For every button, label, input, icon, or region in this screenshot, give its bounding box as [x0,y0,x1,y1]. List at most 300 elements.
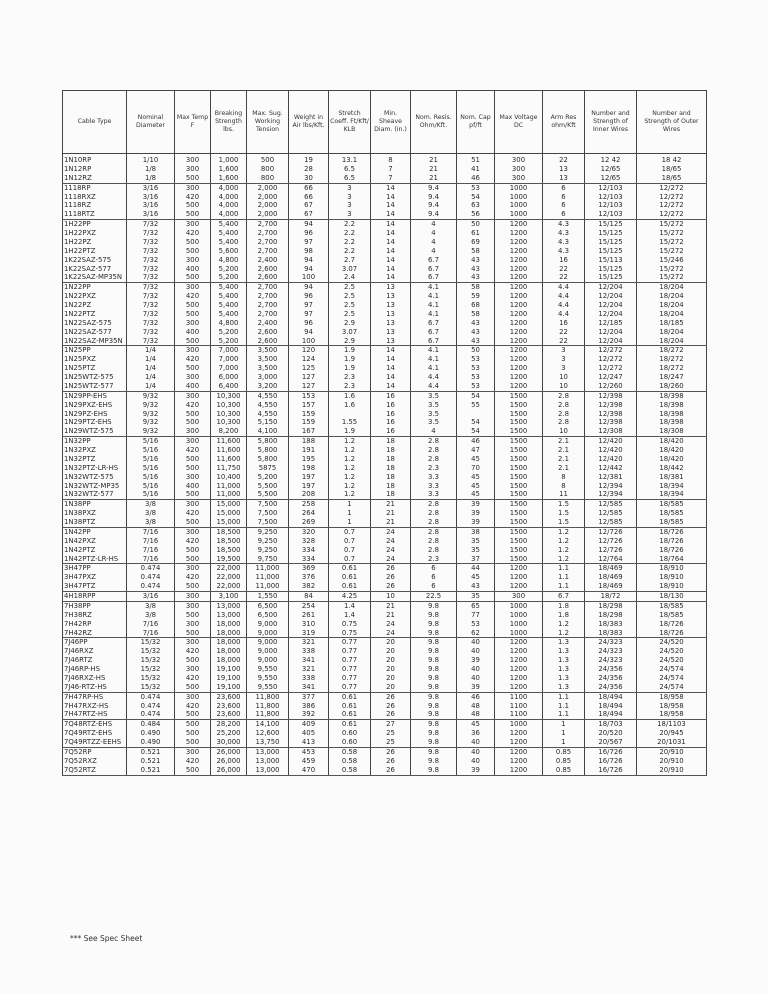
table-cell: 12/204 [585,328,637,337]
table-cell: 62 [457,629,495,638]
table-cell: 1,000 [211,154,247,165]
table-cell: 22 [543,273,585,282]
table-cell: 0.7 [329,555,371,564]
table-cell: 6 [411,573,457,582]
table-cell: 0.7 [329,527,371,536]
table-cell: 18/1103 [637,720,707,729]
table-cell: 2,000 [247,193,289,202]
table-cell: 1200 [495,766,543,775]
table-row [63,638,707,647]
table-cell: 2.2 [329,238,371,247]
table-cell: 18/585 [637,509,707,518]
table-cell: 18/398 [637,410,707,419]
table-cell: 12/204 [585,310,637,319]
table-cell: 12/398 [585,418,637,427]
table-row [63,527,707,536]
table-cell: 14 [371,210,411,219]
table-cell: 800 [247,165,289,174]
table-cell: 54 [457,193,495,202]
table-cell: 159 [289,418,329,427]
table-cell: 46 [457,174,495,183]
table-cell: 43 [457,256,495,265]
table-cell: 14 [371,220,411,229]
table-cell: 18/394 [637,490,707,499]
table-cell: 9,750 [247,555,289,564]
cable-type-cell: 1N25WTZ-575 [63,373,127,382]
table-cell: 9.8 [411,757,457,766]
table-cell: 5/16 [127,490,175,499]
table-cell: 2.1 [543,437,585,446]
table-cell: 18/442 [637,464,707,473]
table-cell: 9,250 [247,527,289,536]
table-row [63,692,707,701]
table-cell: 0.61 [329,710,371,719]
table-cell: 254 [289,601,329,610]
table-cell: 4 [411,220,457,229]
table-cell: 2.8 [411,455,457,464]
table-cell: 1.3 [543,674,585,683]
table-cell: 120 [289,346,329,355]
table-row [63,473,707,482]
table-cell: 1 [543,720,585,729]
table-cell: 66 [289,193,329,202]
table-cell: 12/308 [585,427,637,436]
cable-type-cell: 1N38PP [63,500,127,509]
table-cell: 53 [457,355,495,364]
table-cell: 12/726 [585,537,637,546]
table-cell: 7/32 [127,310,175,319]
table-cell: 15/32 [127,665,175,674]
table-cell: 4.4 [543,310,585,319]
table-cell: 3/8 [127,509,175,518]
table-cell: 18/469 [585,564,637,573]
table-row [63,238,707,247]
table-cell: 18/130 [637,592,707,602]
table-row [63,382,707,391]
table-cell: 334 [289,546,329,555]
table-cell: 5,400 [211,283,247,292]
table-cell: 3/16 [127,210,175,219]
table-cell: 4 [411,229,457,238]
cable-type-cell: 7H47RTZ-HS [63,710,127,719]
table-cell: 43 [457,273,495,282]
table-cell: 48 [457,710,495,719]
table-cell: 15/125 [585,265,637,274]
table-cell: 39 [457,766,495,775]
cable-type-cell: 1N29WTZ-575 [63,427,127,436]
table-cell: 2,000 [247,210,289,219]
table-row [63,201,707,210]
table-cell: 400 [175,482,211,491]
table-cell: 13 [371,319,411,328]
table-cell: 16 [371,401,411,410]
table-cell: 5,400 [211,220,247,229]
table-cell: 18/958 [637,710,707,719]
table-cell: 6 [543,193,585,202]
table-cell: 5,800 [247,455,289,464]
table-row [63,518,707,527]
table-cell: 1 [329,500,371,509]
cable-type-cell: 7H42RP [63,620,127,629]
table-cell: 1.6 [329,391,371,400]
table-cell: 5,400 [211,238,247,247]
table-cell: 6 [543,201,585,210]
table-cell: 2.2 [329,220,371,229]
table-row [63,683,707,692]
table-cell: 9,550 [247,665,289,674]
table-row [63,346,707,355]
table-cell: 7/16 [127,555,175,564]
table-cell: 300 [175,747,211,756]
table-cell: 1.3 [543,683,585,692]
table-cell: 15/125 [585,273,637,282]
table-cell: 23,600 [211,692,247,701]
table-cell: 5/16 [127,482,175,491]
table-cell: 2.8 [411,546,457,555]
table-cell: 4,800 [211,319,247,328]
table-cell: 321 [289,665,329,674]
table-cell: 386 [289,702,329,711]
table-cell: 18,000 [211,638,247,647]
table-cell: 18/383 [585,620,637,629]
cable-type-cell: 1H22PTZ [63,247,127,256]
table-cell: 4.1 [411,310,457,319]
table-cell: 300 [175,346,211,355]
cable-type-cell: 7Q49RTZZ-EEHS [63,738,127,747]
table-cell: 4.1 [411,283,457,292]
table-cell: 7/16 [127,620,175,629]
table-cell: 67 [289,210,329,219]
table-cell: 6 [543,210,585,219]
table-cell: 10 [543,427,585,436]
table-cell: 2.8 [411,446,457,455]
table-cell: 12/726 [585,527,637,536]
table-cell: 3,200 [247,382,289,391]
table-cell: 1500 [495,391,543,400]
table-cell: 61 [457,229,495,238]
table-cell: 50 [457,220,495,229]
table-cell: 319 [289,629,329,638]
table-cell: 1100 [495,710,543,719]
table-cell: 1.2 [329,464,371,473]
table-cell: 18 [371,473,411,482]
table-row [63,611,707,620]
table-row [63,210,707,219]
table-cell: 1200 [495,328,543,337]
table-cell: 1200 [495,256,543,265]
table-cell: 6.7 [411,273,457,282]
table-cell: 6.7 [411,256,457,265]
table-cell: 18,000 [211,656,247,665]
table-cell: 94 [289,256,329,265]
table-cell: 24 [371,527,411,536]
table-cell: 35 [457,537,495,546]
table-cell: 18 [371,455,411,464]
table-cell: 1500 [495,455,543,464]
table-row [63,500,707,509]
table-cell: 2.8 [411,537,457,546]
table-cell: 12/394 [585,482,637,491]
table-cell: 5,400 [211,229,247,238]
cable-type-cell: 1N22PZ [63,301,127,310]
table-cell: 1500 [495,546,543,555]
table-cell: 46 [457,692,495,701]
table-row [63,710,707,719]
table-cell: 300 [175,601,211,610]
table-cell: 13 [543,165,585,174]
table-cell: 14 [371,193,411,202]
table-cell: 1.9 [329,346,371,355]
table-cell: 124 [289,355,329,364]
table-cell: 1.2 [543,620,585,629]
table-row [63,174,707,183]
table-cell: 7/32 [127,292,175,301]
table-cell: 4,000 [211,210,247,219]
table-cell: 2,400 [247,319,289,328]
cable-type-cell: 1H22PP [63,220,127,229]
table-cell: 18/910 [637,564,707,573]
table-cell: 1500 [495,500,543,509]
table-cell: 2,600 [247,265,289,274]
table-cell: 1100 [495,702,543,711]
table-cell: 500 [175,364,211,373]
table-row [63,273,707,282]
table-cell: 2.8 [411,527,457,536]
table-cell: 12/204 [585,283,637,292]
table-cell: 18/204 [637,310,707,319]
table-cell: 15/272 [637,265,707,274]
table-cell: 15/272 [637,238,707,247]
cable-type-cell: 7H47RXZ-HS [63,702,127,711]
table-cell: 10 [543,382,585,391]
table-cell: 300 [495,174,543,183]
table-cell: 12/585 [585,500,637,509]
table-cell: 1200 [495,292,543,301]
table-cell: 5,200 [211,273,247,282]
cable-type-cell: 7J46RTZ [63,656,127,665]
table-cell: 1200 [495,220,543,229]
table-cell: 3,000 [247,373,289,382]
table-cell: 24/520 [637,647,707,656]
table-cell: 0.7 [329,546,371,555]
table-cell: 30,000 [211,738,247,747]
table-cell: 1.2 [329,455,371,464]
table-cell: 6 [411,582,457,591]
table-cell: 24 [371,546,411,555]
table-cell: 2,000 [247,183,289,192]
table-cell: 25 [371,738,411,747]
cable-type-cell: 1118RP [63,183,127,192]
table-cell: 16 [543,319,585,328]
table-cell: 21 [371,601,411,610]
table-cell: 58 [457,247,495,256]
cable-type-cell: 1N29PXZ-EHS [63,401,127,410]
table-cell: 18 [371,446,411,455]
table-cell: 0.77 [329,683,371,692]
table-cell: 94 [289,220,329,229]
table-cell: 3 [543,364,585,373]
cable-type-cell: 1K22SAZ-MP35N [63,273,127,282]
table-row [63,328,707,337]
table-cell: 15/32 [127,683,175,692]
table-cell: 47 [457,446,495,455]
table-cell: 21 [371,509,411,518]
table-row [63,373,707,382]
table-cell: 69 [457,238,495,247]
cable-type-cell: 1N10RP [63,154,127,165]
table-cell: 11,000 [211,482,247,491]
table-cell: 12/272 [585,355,637,364]
cable-type-cell: 1N32PTZ [63,455,127,464]
table-cell: 300 [175,256,211,265]
table-cell: 24 [371,629,411,638]
table-cell: 9,550 [247,683,289,692]
table-cell: 2.8 [543,401,585,410]
table-cell: 18/204 [637,337,707,346]
table-cell: 4.3 [543,229,585,238]
table-cell: 500 [175,490,211,499]
table-cell: 7/32 [127,247,175,256]
table-cell: 18/72 [585,592,637,602]
table-cell: 16/726 [585,766,637,775]
table-cell: 18/383 [585,629,637,638]
cable-type-cell: 1N22SAZ-575 [63,319,127,328]
table-row [63,446,707,455]
table-cell: 14 [371,382,411,391]
table-cell: 3,500 [247,346,289,355]
table-cell: 1.5 [543,518,585,527]
table-cell: 54 [457,391,495,400]
table-cell: 420 [175,757,211,766]
table-cell: 18/65 [637,174,707,183]
table-cell: 53 [457,373,495,382]
table-cell: 500 [175,656,211,665]
table-cell: 1.2 [329,473,371,482]
table-cell: 24/520 [637,656,707,665]
table-cell: 0.521 [127,766,175,775]
table-cell: 6.5 [329,165,371,174]
table-cell: 5,500 [247,490,289,499]
table-cell: 9.8 [411,601,457,610]
table-cell: 400 [175,328,211,337]
table-cell: 1200 [495,564,543,573]
table-cell: 24/574 [637,665,707,674]
table-row [63,247,707,256]
table-cell: 22,000 [211,564,247,573]
table-cell: 12/185 [585,319,637,328]
table-cell: 3,500 [247,364,289,373]
table-cell: 1500 [495,437,543,446]
table-cell: 97 [289,238,329,247]
table-cell: 2.5 [329,310,371,319]
table-cell: 43 [457,265,495,274]
table-cell: 9.8 [411,665,457,674]
table-cell: 11,000 [211,490,247,499]
table-cell: 7 [371,165,411,174]
table-cell: 0.75 [329,629,371,638]
table-cell: 0.474 [127,564,175,573]
table-cell: 1.2 [329,437,371,446]
table-cell: 19 [289,154,329,165]
table-cell: 157 [289,401,329,410]
table-cell: 13 [371,310,411,319]
column-header: Stretch Coeff. Ft/Kft/ KLB [329,91,371,154]
table-row [63,766,707,775]
table-cell: 7/32 [127,238,175,247]
table-cell: 20 [371,647,411,656]
table-cell: 1.3 [543,638,585,647]
table-cell: 77 [457,611,495,620]
table-cell: 84 [289,592,329,602]
table-cell: 26 [371,710,411,719]
table-cell: 7/16 [127,546,175,555]
cable-type-cell: 7H42RZ [63,629,127,638]
table-cell: 300 [175,437,211,446]
table-cell: 2,700 [247,301,289,310]
table-cell: 420 [175,674,211,683]
table-cell: 4.4 [411,373,457,382]
cable-type-cell: 3H47PXZ [63,573,127,582]
table-cell: 338 [289,674,329,683]
table-cell: 14,100 [247,720,289,729]
table-cell: 14 [371,265,411,274]
table-cell: 4.4 [543,301,585,310]
table-cell: 9.8 [411,692,457,701]
table-cell: 30 [289,174,329,183]
table-cell: 500 [175,629,211,638]
table-row [63,490,707,499]
table-cell: 10,300 [211,410,247,419]
table-cell: 127 [289,373,329,382]
table-cell: 53 [457,382,495,391]
table-cell: 300 [495,592,543,602]
table-cell: 1200 [495,319,543,328]
table-cell: 0.61 [329,573,371,582]
table-cell: 18/585 [637,611,707,620]
table-cell: 14 [371,201,411,210]
table-cell: 12/726 [585,546,637,555]
table-cell: 12/442 [585,464,637,473]
table-cell: 3.3 [411,473,457,482]
table-cell: 18/420 [637,446,707,455]
table-cell: 9.4 [411,183,457,192]
table-cell: 10,400 [211,473,247,482]
table-cell: 12/103 [585,193,637,202]
table-cell: 7/32 [127,220,175,229]
table-cell: 125 [289,364,329,373]
table-cell: 3,500 [247,355,289,364]
cable-type-cell: 1N32WTZ-577 [63,490,127,499]
table-cell: 18/308 [637,427,707,436]
table-cell: 300 [175,692,211,701]
table-cell: 0.60 [329,738,371,747]
table-cell: 1500 [495,490,543,499]
table-cell: 500 [175,720,211,729]
table-cell: 1 [329,518,371,527]
cable-type-cell: 1N32PTZ-LR-HS [63,464,127,473]
table-cell: 5,150 [247,418,289,427]
table-cell: 4.4 [543,292,585,301]
table-cell: 127 [289,382,329,391]
table-cell: 9,250 [247,537,289,546]
table-cell: 4.3 [543,220,585,229]
table-cell: 413 [289,738,329,747]
table-cell: 5,400 [211,310,247,319]
table-cell: 9.8 [411,656,457,665]
table-cell: 300 [175,665,211,674]
table-cell: 1500 [495,473,543,482]
table-cell: 12/764 [585,555,637,564]
